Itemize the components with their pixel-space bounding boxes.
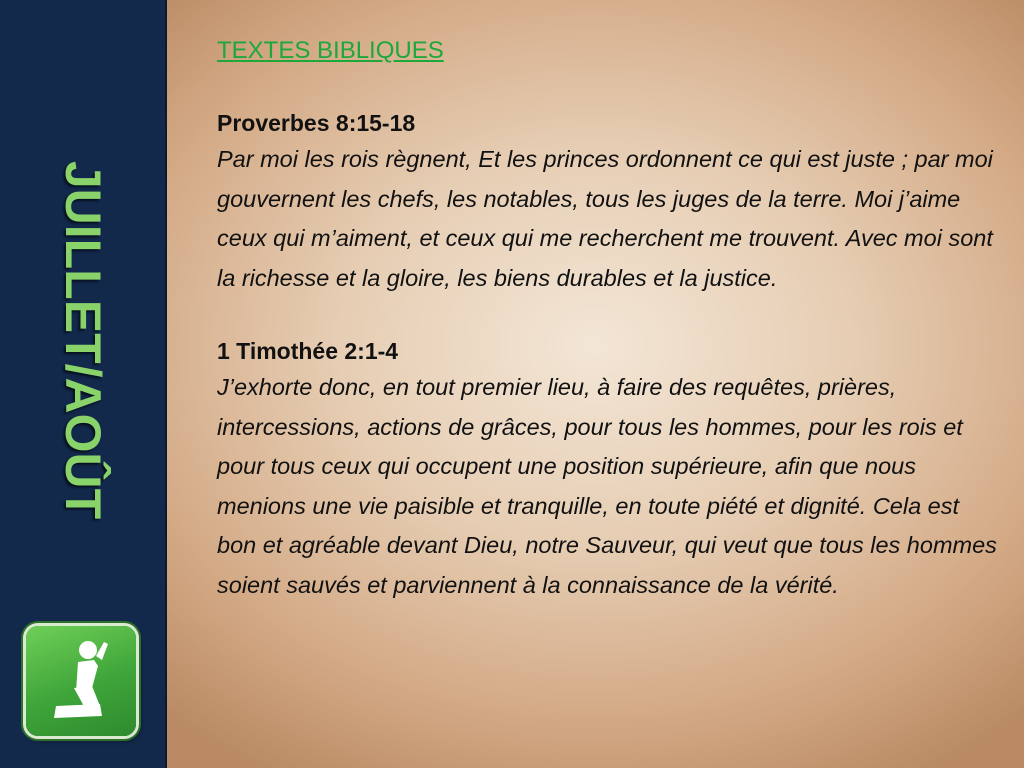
- prayer-badge: [26, 626, 136, 736]
- text-block: [217, 34, 997, 605]
- passage-text: Par moi les rois règnent, Et les princes ordonnent ce qui est juste ; par moi gouvernent les chefs, les notables, tous les juges de la terre. Moi j’aime ceux qui m’aiment, et ceux qui me recherchent me trouvent. Avec moi sont la richesse et la gloire, les biens durables et la justice.: [217, 146, 993, 291]
- passage-reference: 1 Timothée 2:1-4: [217, 338, 399, 364]
- section-heading: TEXTES BIBLIQUES: [217, 37, 444, 64]
- spacer: [217, 298, 997, 334]
- content-panel: [167, 0, 1024, 768]
- praying-person-icon: [26, 626, 136, 736]
- sidebar: [0, 0, 165, 768]
- passage-reference: Proverbes 8:15-18: [217, 110, 416, 136]
- passage-text: J’exhorte donc, en tout premier lieu, à faire des requêtes, prières, intercessions, actions de grâces, pour tous les hommes, pour les rois et pour tous ceux qui occupent une position supérieure, afin que nous menions une vie paisible et tranquille, en toute piété et dignité. Cela est bon et agréable devant Dieu, notre Sauveur, qui veut que tous les hommes soient sauvés et parviennent à la connaissance de la vérité.: [217, 374, 997, 598]
- vertical-month-title: JUILLET/AOÛT: [55, 160, 111, 520]
